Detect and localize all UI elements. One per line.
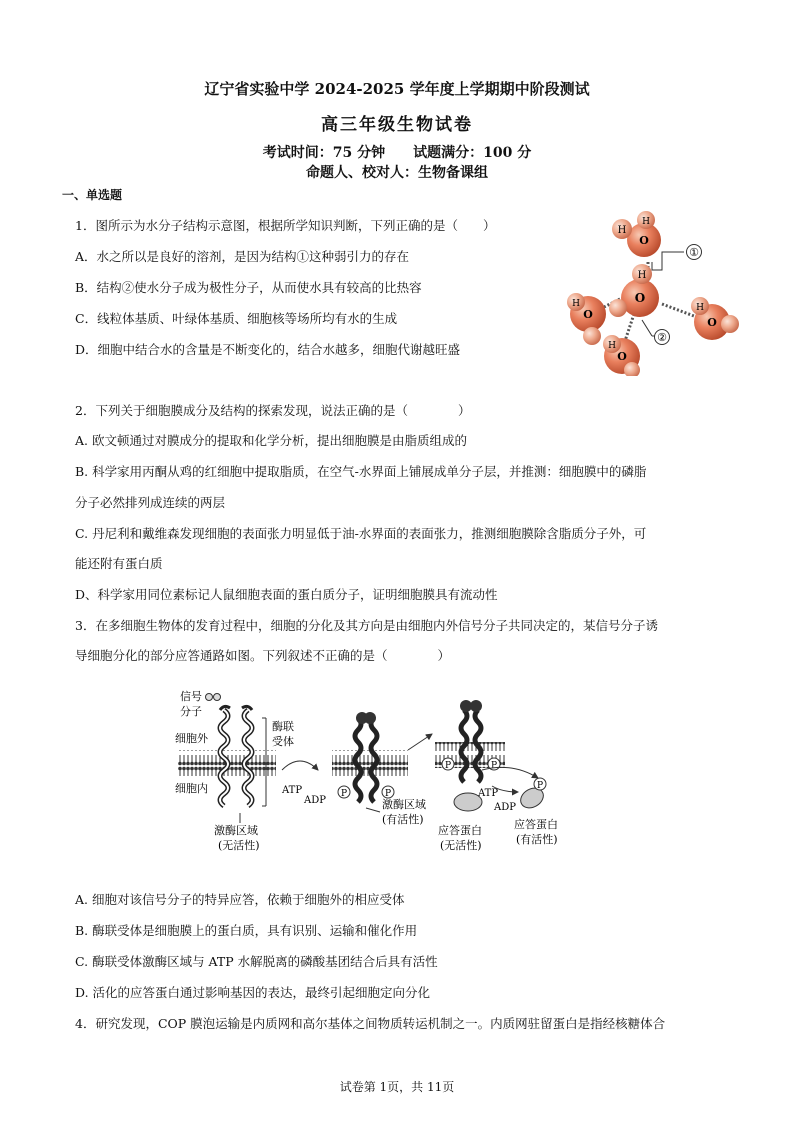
q2-option-d: D、科学家用同位素标记人鼠细胞表面的蛋白质分子，证明细胞膜具有流动性: [75, 587, 498, 602]
svg-text:H: H: [696, 303, 704, 313]
q1-stem: 1．图所示为水分子结构示意图，根据所学知识判断，下列正确的是（ ）: [75, 218, 496, 233]
school-title: 辽宁省实验中学 2024-2025 学年度上学期期中阶段测试: [204, 80, 590, 98]
q2-option-c-line2: 能还附有蛋白质: [75, 556, 163, 571]
svg-text:H: H: [642, 217, 650, 227]
q1-option-a: A．水之所以是良好的溶剂，是因为结构①这种弱引力的存在: [75, 249, 410, 264]
atp-label-2: ATP: [478, 788, 499, 799]
receptor-label-2: 受体: [272, 735, 294, 748]
label-1: ①: [689, 246, 699, 259]
svg-text:O: O: [634, 291, 646, 305]
q3-option-c: C. 酶联受体激酶区域与 ATP 水解脱离的磷酸基团结合后具有活性: [75, 954, 438, 969]
outside-label: 细胞外: [175, 732, 208, 745]
q3-option-a: A. 细胞对该信号分子的特异应答，依赖于细胞外的相应受体: [75, 892, 405, 907]
authors: 命题人、校对人：生物备课组: [306, 165, 488, 181]
q2-option-c-line1: C. 丹尼利和戴维森发现细胞的表面张力明显低于油-水界面的表面张力，推测细胞膜除含脂质分子外，可: [75, 526, 647, 541]
q2-option-a: A. 欧文顿通过对膜成分的提取和化学分析，提出细胞膜是由脂质组成的: [75, 433, 467, 448]
svg-text:H: H: [608, 341, 616, 351]
kinase-active-label-1: 激酶区域: [382, 798, 426, 811]
atp-label-1: ATP: [282, 785, 303, 796]
q2-option-b-line2: 分子必然排列成连续的两层: [75, 495, 226, 510]
resp-active-label-1: 应答蛋白: [514, 818, 558, 831]
receptor-label-1: 酶联: [272, 720, 294, 733]
page-footer: 试卷第 1页，共 11页: [339, 1080, 455, 1094]
signal-label-2: 分子: [180, 705, 202, 718]
label-2: ②: [657, 331, 667, 344]
exam-info: 考试时间：75 分钟 试题满分：100 分: [262, 145, 532, 161]
svg-text:P: P: [536, 781, 544, 791]
q3-stem-line2: 导细胞分化的部分应答通路如图。下列叙述不正确的是（ ）: [75, 648, 451, 663]
kinase-inactive-label-2: (无活性): [218, 839, 260, 852]
kinase-active-label-2: (有活性): [382, 813, 424, 826]
q1-option-d: D．细胞中结合水的含量是不断变化的，结合水越多，细胞代谢越旺盛: [75, 342, 461, 357]
q4-stem: 4．研究发现，COP 膜泡运输是内质网和高尔基体之间物质转运机制之一。内质网驻留蛋白是指经核糖体合: [75, 1016, 666, 1031]
q1-option-c: C．线粒体基质、叶绿体基质、细胞核等场所均有水的生成: [75, 311, 398, 326]
svg-text:O: O: [583, 308, 593, 321]
q1-option-b: B．结构②使水分子成为极性分子，从而使水具有较高的比热容: [75, 280, 422, 295]
q3-stem-line1: 3．在多细胞生物体的发育过程中，细胞的分化及其方向是由细胞内外信号分子共同决定的，某信号分子诱: [75, 618, 658, 633]
svg-text:P: P: [340, 789, 348, 799]
resp-inactive-label-1: 应答蛋白: [438, 824, 482, 837]
svg-text:H: H: [637, 270, 647, 281]
q2-option-b-line1: B. 科学家用丙酮从鸡的红细胞中提取脂质，在空气-水界面上铺展成单分子层，并推测：细胞膜中的磷脂: [75, 464, 647, 479]
svg-text:H: H: [617, 225, 627, 236]
svg-text:O: O: [707, 316, 717, 329]
q2-stem: 2．下列关于细胞膜成分及结构的探索发现，说法正确的是（ ）: [75, 403, 471, 418]
q3-option-d: D. 活化的应答蛋白通过影响基因的表达，最终引起细胞定向分化: [75, 985, 431, 1000]
svg-text:O: O: [639, 234, 649, 247]
svg-text:P: P: [490, 761, 498, 771]
adp-label-1: ADP: [304, 795, 326, 806]
svg-text:P: P: [384, 789, 392, 799]
inside-label: 细胞内: [175, 782, 208, 795]
section-title: 一、单选题: [62, 188, 123, 202]
svg-text:P: P: [444, 761, 452, 771]
resp-inactive-label-2: (无活性): [440, 839, 482, 852]
paper-title: 高三年级生物试卷: [321, 115, 473, 135]
adp-label-2: ADP: [494, 802, 516, 813]
svg-text:O: O: [617, 350, 627, 363]
water-molecule-figure: [562, 204, 746, 376]
q3-option-b: B. 酶联受体是细胞膜上的蛋白质，具有识别、运输和催化作用: [75, 923, 418, 938]
kinase-inactive-label-1: 激酶区域: [214, 824, 258, 837]
receptor-pathway-figure: [170, 688, 590, 858]
signal-label-1: 信号: [180, 690, 202, 703]
resp-active-label-2: (有活性): [516, 833, 558, 846]
svg-text:H: H: [572, 299, 580, 309]
